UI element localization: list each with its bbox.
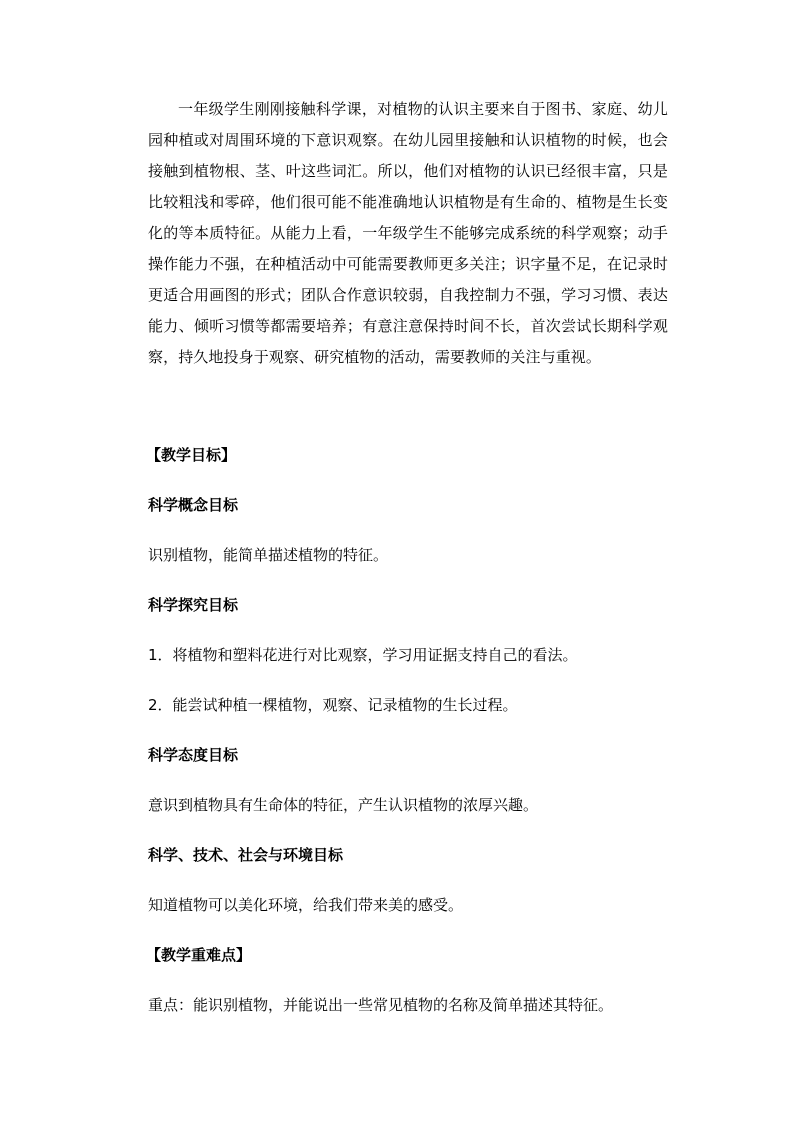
concept-goal-title: 科学概念目标 [148, 496, 239, 514]
attitude-goal-title: 科学态度目标 [148, 746, 239, 764]
key-points-heading: 【教学重难点】 [146, 946, 252, 964]
stse-goal-title: 科学、技术、社会与环境目标 [148, 846, 344, 864]
inquiry-goal-title: 科学探究目标 [148, 596, 239, 614]
attitude-goal-text: 意识到植物具有生命体的特征，产生认识植物的浓厚兴趣。 [148, 796, 539, 814]
inquiry-goal-item: 1．将植物和塑料花进行对比观察，学习用证据支持自己的看法。 [148, 646, 578, 664]
stse-goal-text: 知道植物可以美化环境，给我们带来美的感受。 [148, 896, 464, 914]
concept-goal-text: 识别植物，能简单描述植物的特征。 [148, 546, 389, 564]
key-points-text: 重点：能识别植物，并能说出一些常见植物的名称及简单描述其特征。 [148, 996, 614, 1014]
inquiry-goal-item: 2．能尝试种植一棵植物，观察、记录植物的生长过程。 [148, 696, 518, 714]
intro-paragraph: 一年级学生刚刚接触科学课，对植物的认识主要来自于图书、家庭、幼儿园种植或对周围环境的下意识观察。在幼儿园里接触和认识植物的时候，也会接触到植物根、茎、叶这些词汇。所以，他们对植物的认识已经很丰富，只是比较粗浅和零碎，他们很可能不能准确地认识植物是有生命的、植物是生长变化的等本质特征。从能力上看，一年级学生不能够完成系统的科学观察；动手操作能力不强，在种植活动中可能需要教师更多关注；识字量不足，在记录时更适合用画图的形式；团队合作意识较弱，自我控制力不强，学习习惯、表达能力、倾听习惯等都需要培养；有意注意保持时间不长，首次尝试长期科学观察，持久地投身于观察、研究植物的活动，需要教师的关注与重视。 [148, 100, 668, 366]
teaching-goals-heading: 【教学目标】 [146, 446, 237, 464]
